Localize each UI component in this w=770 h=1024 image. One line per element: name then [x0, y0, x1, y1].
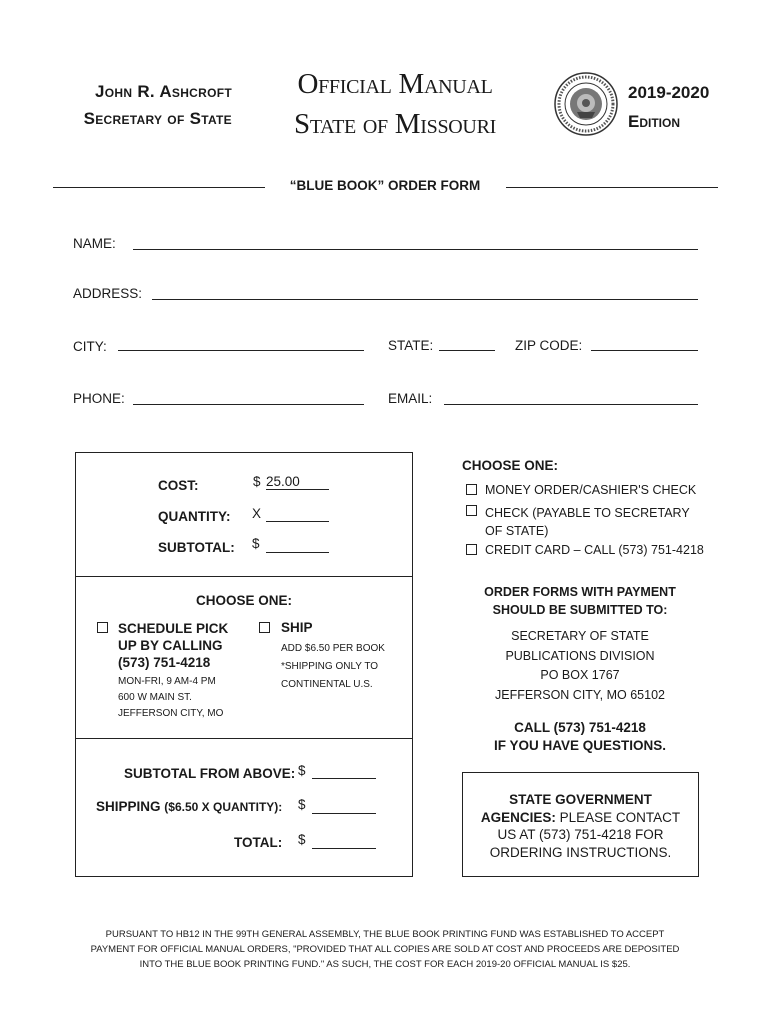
phone-field[interactable] — [133, 404, 364, 405]
agencies-line-2-bold: AGENCIES: — [480, 809, 556, 825]
address-label: ADDRESS: — [73, 286, 143, 301]
total-dollar: $ — [298, 832, 306, 847]
address-field[interactable] — [152, 299, 698, 300]
ship-checkbox[interactable] — [259, 622, 270, 633]
subtotal-field[interactable] — [266, 552, 329, 553]
author-title: Secretary of State — [83, 109, 232, 128]
mailing-address — [440, 627, 720, 705]
subtotal-above-dollar: $ — [298, 763, 306, 778]
document-title — [280, 64, 510, 144]
footer-line-1: PURSUANT TO HB12 IN THE 99TH GENERAL ASSEMBLY, THE BLUE BOOK PRINTING FUND WAS ESTABLISHED TO ACCEPT — [105, 929, 665, 940]
pickup-line-1: SCHEDULE PICK — [118, 621, 229, 636]
name-field[interactable] — [133, 249, 698, 250]
submit-line-1: ORDER FORMS WITH PAYMENT — [484, 585, 676, 599]
credit-card-label: CREDIT CARD – CALL (573) 751-4218 — [485, 543, 704, 557]
legal-footer — [60, 927, 710, 972]
title-rule-left — [53, 187, 265, 188]
agencies-line-2: PLEASE CONTACT — [555, 809, 681, 825]
agencies-line-4: ORDERING INSTRUCTIONS. — [489, 844, 672, 860]
box-divider-2 — [76, 738, 412, 739]
state-seal-icon — [554, 72, 618, 136]
submit-line-2: SHOULD BE SUBMITTED TO: — [492, 603, 668, 617]
email-field[interactable] — [444, 404, 698, 405]
title-line-2: State of Missouri — [294, 108, 496, 140]
phone-label: PHONE: — [73, 391, 125, 406]
subtotal-label: SUBTOTAL: — [158, 540, 235, 555]
state-field[interactable] — [439, 350, 495, 351]
shipping-label — [96, 799, 282, 814]
author-block — [52, 78, 232, 132]
subtotal-dollar-sign: $ — [252, 536, 260, 551]
footer-line-3: INTO THE BLUE BOOK PRINTING FUND." AS SUCH, THE COST FOR EACH 2019-20 OFFICIAL MANUAL IS $25. — [139, 959, 631, 970]
edition-year: 2019-2020 — [628, 83, 710, 102]
credit-card-checkbox[interactable] — [466, 544, 477, 555]
money-order-checkbox[interactable] — [466, 484, 477, 495]
subtotal-above-label: SUBTOTAL FROM ABOVE: — [124, 766, 296, 781]
subtotal-above-field[interactable] — [312, 778, 376, 779]
quantity-x: X — [252, 506, 262, 521]
quantity-field[interactable] — [266, 521, 329, 522]
ship-note-3: CONTINENTAL U.S. — [281, 679, 373, 690]
ship-notes — [281, 640, 385, 694]
city-label: CITY: — [73, 339, 107, 354]
money-order-label: MONEY ORDER/CASHIER'S CHECK — [485, 483, 697, 497]
questions-phone: CALL (573) 751-4218 — [514, 720, 646, 735]
check-label-line-1: CHECK (PAYABLE TO SECRETARY — [485, 506, 690, 520]
pickup-address-1: 600 W MAIN ST. — [118, 692, 192, 703]
cost-dollar-sign: $ — [253, 474, 261, 489]
total-field[interactable] — [312, 848, 376, 849]
cost-value: 25.00 — [266, 474, 329, 490]
pickup-details — [118, 674, 223, 722]
pickup-option — [118, 620, 228, 671]
form-title: “BLUE BOOK” ORDER FORM — [289, 178, 481, 193]
box-divider-1 — [76, 576, 412, 577]
check-checkbox[interactable] — [466, 505, 477, 516]
title-line-1: Official Manual — [297, 68, 493, 100]
mailing-address-3: PO BOX 1767 — [540, 668, 620, 682]
agencies-text — [462, 791, 699, 861]
questions-contact — [440, 719, 720, 755]
pickup-hours: MON-FRI, 9 AM-4 PM — [118, 676, 216, 687]
mailing-address-4: JEFFERSON CITY, MO 65102 — [495, 687, 665, 702]
total-label: TOTAL: — [234, 835, 283, 850]
agencies-line-1: STATE GOVERNMENT — [509, 792, 652, 807]
edition-label: Edition — [628, 112, 681, 131]
zip-field[interactable] — [591, 350, 698, 351]
pickup-checkbox[interactable] — [97, 622, 108, 633]
name-label: NAME: — [73, 236, 116, 251]
submit-instructions — [440, 583, 720, 619]
zip-label: ZIP CODE: — [515, 338, 583, 353]
payment-heading: CHOOSE ONE: — [462, 458, 559, 473]
shipping-detail: ($6.50 X QUANTITY): — [164, 800, 283, 814]
city-field[interactable] — [118, 350, 364, 351]
shipping-field[interactable] — [312, 813, 376, 814]
check-label — [485, 504, 690, 540]
pickup-phone: (573) 751-4218 — [118, 655, 211, 670]
shipping-dollar: $ — [298, 797, 306, 812]
pickup-address-2: JEFFERSON CITY, MO — [118, 708, 224, 719]
pickup-line-2: UP BY CALLING — [118, 638, 223, 653]
author-name: John R. Ashcroft — [94, 82, 232, 101]
title-rule-right — [506, 187, 718, 188]
mailing-address-1: SECRETARY OF STATE — [511, 629, 649, 643]
ship-note-1: ADD $6.50 PER BOOK — [281, 643, 385, 654]
shipping-label-text: SHIPPING — [96, 799, 161, 814]
footer-line-2: PAYMENT FOR OFFICIAL MANUAL ORDERS, "PROVIDED THAT ALL COPIES ARE SOLD AT COST AND PROCEEDS ARE DEPOSITED — [90, 944, 680, 955]
mailing-address-2: PUBLICATIONS DIVISION — [505, 648, 655, 663]
agencies-line-3: US AT (573) 751-4218 FOR — [497, 827, 664, 842]
questions-text: IF YOU HAVE QUESTIONS. — [493, 738, 667, 753]
quantity-label: QUANTITY: — [158, 509, 231, 524]
ship-note-2: *SHIPPING ONLY TO — [281, 661, 379, 672]
ship-label: SHIP — [281, 620, 313, 635]
email-label: EMAIL: — [388, 391, 433, 406]
state-label: STATE: — [388, 338, 434, 353]
edition-block — [628, 78, 709, 136]
delivery-heading: CHOOSE ONE: — [195, 593, 292, 608]
cost-label: COST: — [158, 478, 199, 493]
check-label-line-2: OF STATE) — [485, 524, 549, 538]
